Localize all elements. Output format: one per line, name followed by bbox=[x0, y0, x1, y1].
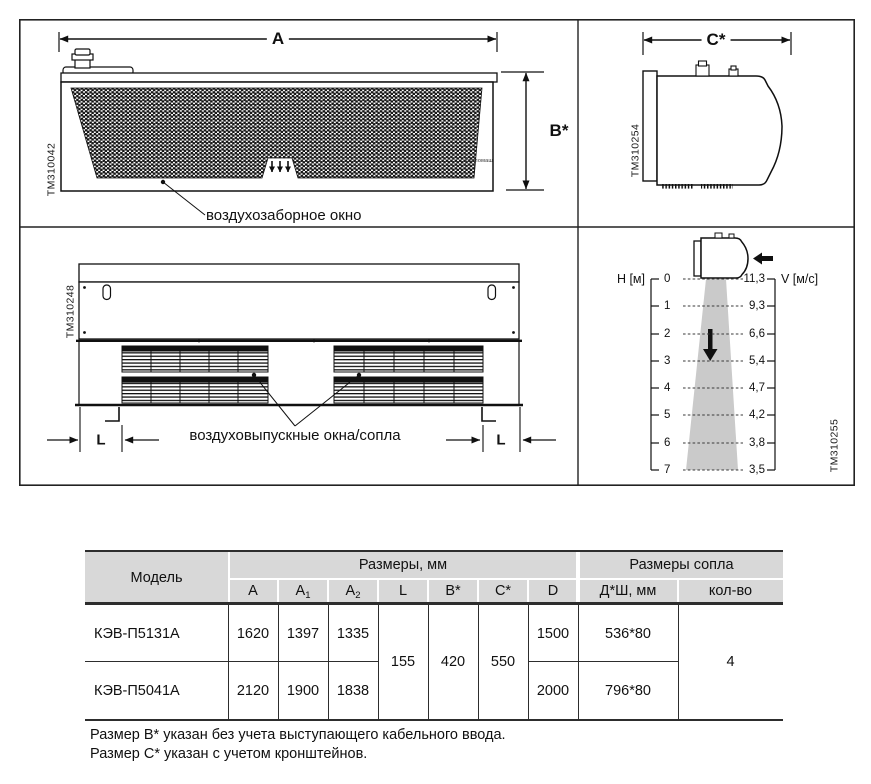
side-serration-2 bbox=[701, 184, 733, 189]
bottom-view-drawing bbox=[47, 264, 556, 452]
bottom-hooks bbox=[105, 407, 496, 421]
row-1-dw: 796*80 bbox=[605, 683, 651, 699]
v-value-4: 4,7 bbox=[749, 382, 765, 394]
tm-code-velocity: TM310255 bbox=[828, 418, 841, 473]
footnotes bbox=[90, 726, 506, 764]
row-0-d: 1500 bbox=[536, 626, 570, 642]
dim-a-label: A bbox=[267, 29, 289, 49]
v-axis bbox=[767, 279, 775, 470]
side-view-drawing bbox=[643, 32, 791, 189]
row-1-model: КЭВ-П5041А bbox=[94, 683, 180, 699]
h-tick-0: 0 bbox=[664, 273, 671, 285]
v-value-6: 3,8 bbox=[749, 437, 765, 449]
velocity-diagram bbox=[651, 233, 775, 470]
col-d: D bbox=[547, 583, 559, 599]
tm-code-bottom: TM310248 bbox=[64, 284, 77, 339]
cable-gland bbox=[63, 49, 133, 75]
group-nozzle: Размеры сопла bbox=[629, 557, 734, 573]
col-model: Модель bbox=[130, 570, 183, 586]
row-0-a1: 1397 bbox=[286, 626, 320, 642]
dim-b-arrow bbox=[501, 72, 544, 190]
row-0-a2: 1335 bbox=[336, 626, 370, 642]
footnote-c: Размер C* указан с учетом кронштейнов. bbox=[90, 746, 368, 762]
h-tick-1: 1 bbox=[664, 300, 671, 312]
intake-arrow bbox=[753, 253, 773, 265]
h-tick-5: 5 bbox=[664, 409, 671, 421]
row-0-dw: 536*80 bbox=[605, 626, 651, 642]
h-tick-4: 4 bbox=[664, 382, 671, 394]
merged-b: 420 bbox=[440, 654, 466, 670]
v-value-5: 4,2 bbox=[749, 409, 765, 421]
v-value-0: 11,3 bbox=[743, 273, 765, 285]
h-tick-6: 6 bbox=[664, 437, 671, 449]
drawings-frame bbox=[19, 19, 855, 486]
row-0-a: 1620 bbox=[236, 626, 270, 642]
brand-mark: Тепломаш bbox=[464, 158, 493, 164]
h-tick-3: 3 bbox=[664, 355, 671, 367]
col-b: B* bbox=[445, 583, 461, 599]
row-1-a1: 1900 bbox=[286, 683, 320, 699]
merged-qty: 4 bbox=[726, 654, 735, 670]
h-tick-2: 2 bbox=[664, 328, 671, 340]
h-axis-label: H [м] bbox=[616, 272, 645, 286]
col-l: L bbox=[398, 583, 408, 599]
footnote-b: Размер B* указан без учета выступающего кабельного ввода. bbox=[90, 727, 506, 743]
group-dims: Размеры, мм bbox=[358, 557, 448, 573]
col-c: C* bbox=[494, 583, 512, 599]
dim-b-label: B* bbox=[549, 121, 569, 140]
col-dw: Д*Ш, мм bbox=[599, 583, 657, 599]
row-1-a2: 1838 bbox=[336, 683, 370, 699]
h-tick-7: 7 bbox=[664, 464, 671, 476]
v-value-1: 9,3 bbox=[749, 300, 765, 312]
side-body bbox=[657, 76, 782, 185]
intake-window-label: воздухозаборное окно bbox=[206, 207, 362, 224]
v-value-7: 3,5 bbox=[749, 464, 765, 476]
front-view-drawing bbox=[59, 32, 544, 215]
col-qty: кол-во bbox=[708, 583, 753, 599]
row-separator-left bbox=[85, 661, 378, 662]
dim-l-right-label: L bbox=[496, 431, 506, 449]
outlet-window-label: воздуховыпускные окна/сопла bbox=[189, 427, 401, 444]
row-0-model: КЭВ-П5131А bbox=[94, 626, 180, 642]
col-a: A bbox=[248, 583, 258, 599]
h-axis bbox=[651, 279, 659, 470]
v-axis-label: V [м/с] bbox=[781, 272, 819, 286]
mount-bracket bbox=[643, 71, 657, 181]
v-value-2: 6,6 bbox=[749, 328, 765, 340]
dim-c-label: C* bbox=[702, 30, 731, 50]
row-separator-right bbox=[528, 661, 678, 662]
row-1-d: 2000 bbox=[536, 683, 570, 699]
dimensions-table bbox=[85, 550, 783, 723]
col-a1: $A_1$ bbox=[295, 583, 311, 601]
side-serration-1 bbox=[661, 184, 693, 189]
merged-c: 550 bbox=[490, 654, 516, 670]
merged-l: 155 bbox=[390, 654, 416, 670]
dim-l-left-label: L bbox=[96, 431, 106, 449]
v-value-3: 5,4 bbox=[749, 355, 765, 367]
tm-code-front: TM310042 bbox=[45, 142, 58, 197]
row-1-a: 2120 bbox=[236, 683, 270, 699]
side-glands bbox=[696, 61, 738, 76]
tm-code-side: TM310254 bbox=[629, 123, 642, 178]
table-bottom-rule bbox=[85, 719, 783, 721]
col-a2: $A_2$ bbox=[345, 583, 361, 601]
outlet-grilles bbox=[122, 346, 483, 403]
